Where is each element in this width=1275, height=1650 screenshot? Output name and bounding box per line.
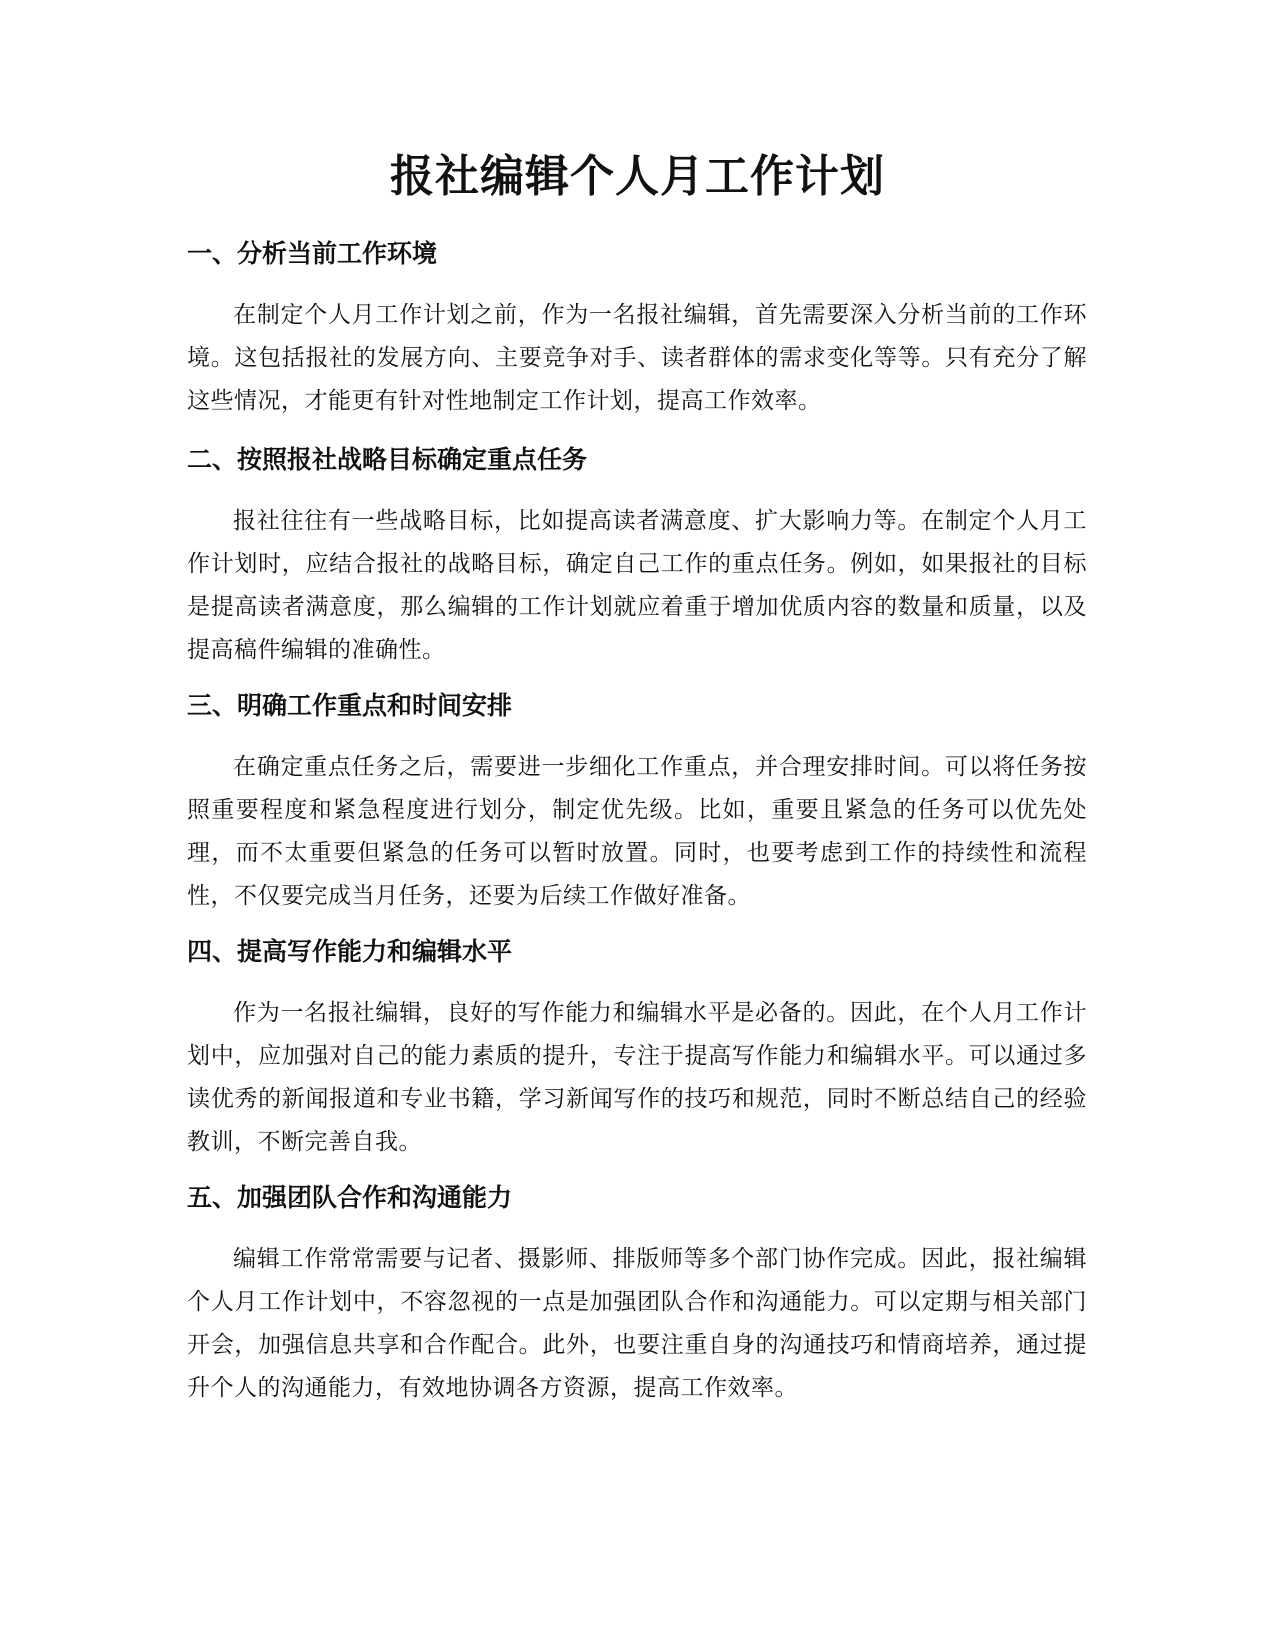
section-paragraph: 报社往往有一些战略目标，比如提高读者满意度、扩大影响力等。在制定个人月工作计划时，应结合报社的战略目标，确定自己工作的重点任务。例如，如果报社的目标是提高读者满意度，那么编辑的工作计划就应着重于增加优质内容的数量和质量，以及提高稿件编辑的准确性。 xyxy=(187,508,1087,663)
section-heading: 四、提高写作能力和编辑水平 xyxy=(187,937,513,966)
section-heading: 三、明确工作重点和时间安排 xyxy=(187,691,513,720)
section-4 xyxy=(187,934,1087,1164)
section-2 xyxy=(187,442,1087,672)
section-heading: 二、按照报社战略目标确定重点任务 xyxy=(187,445,588,474)
section-heading: 五、加强团队合作和沟通能力 xyxy=(187,1183,513,1212)
section-paragraph: 在确定重点任务之后，需要进一步细化工作重点，并合理安排时间。可以将任务按照重要程度和紧急程度进行划分，制定优先级。比如，重要且紧急的任务可以优先处理，而不太重要但紧急的任务可以暂时放置。同时，也要考虑到工作的持续性和流程性，不仅要完成当月任务，还要为后续工作做好准备。 xyxy=(187,754,1087,909)
section-5 xyxy=(187,1180,1087,1410)
section-paragraph: 编辑工作常常需要与记者、摄影师、排版师等多个部门协作完成。因此，报社编辑个人月工作计划中，不容忽视的一点是加强团队合作和沟通能力。可以定期与相关部门开会，加强信息共享和合作配合。此外，也要注重自身的沟通技巧和情商培养，通过提升个人的沟通能力，有效地协调各方资源，提高工作效率。 xyxy=(187,1246,1087,1401)
document-title: 报社编辑个人月工作计划 xyxy=(390,151,885,202)
section-paragraph: 在制定个人月工作计划之前，作为一名报社编辑，首先需要深入分析当前的工作环境。这包括报社的发展方向、主要竞争对手、读者群体的需求变化等等。只有充分了解这些情况，才能更有针对性地制定工作计划，提高工作效率。 xyxy=(187,302,1087,414)
section-heading: 一、分析当前工作环境 xyxy=(187,239,438,268)
section-3 xyxy=(187,688,1087,918)
section-1 xyxy=(187,236,1087,423)
section-paragraph: 作为一名报社编辑，良好的写作能力和编辑水平是必备的。因此，在个人月工作计划中，应加强对自己的能力素质的提升，专注于提高写作能力和编辑水平。可以通过多读优秀的新闻报道和专业书籍，学习新闻写作的技巧和规范，同时不断总结自己的经验教训，不断完善自我。 xyxy=(187,1000,1087,1155)
